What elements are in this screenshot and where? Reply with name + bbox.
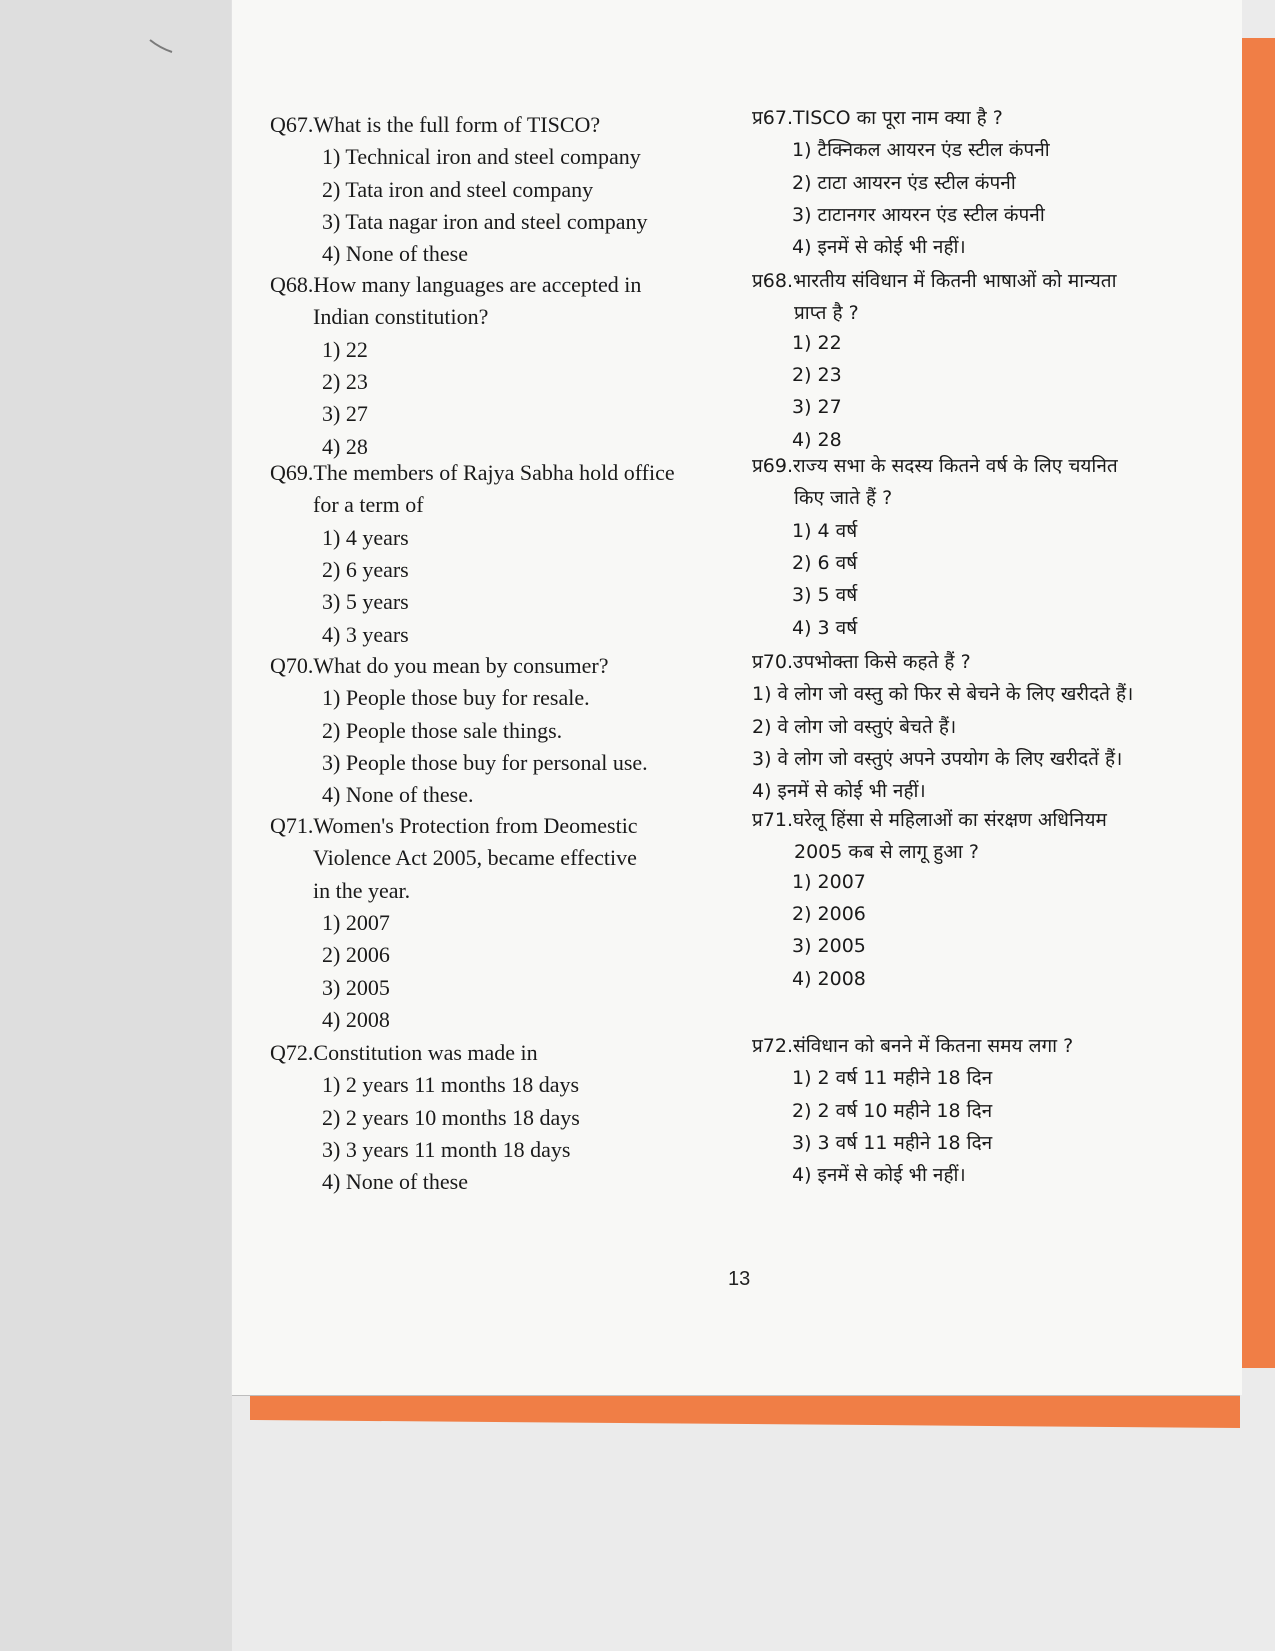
hi-option: 2) 2 वर्ष 10 महीने 18 दिन <box>792 1099 993 1122</box>
hi-question-text: भारतीय संविधान में कितनी भाषाओं को मान्यता <box>793 270 1117 292</box>
en-question-5-line-2 <box>313 845 637 871</box>
hi-question-number: प्र71. <box>752 809 794 831</box>
en-option: 2) 6 years <box>322 556 409 582</box>
hi-option: 2) 2006 <box>792 902 866 925</box>
page-number: 13 <box>728 1268 751 1290</box>
en-option: 3) 27 <box>322 401 368 427</box>
hi-option: 4) 3 वर्ष <box>792 616 858 639</box>
en-option: 1) Technical iron and steel company <box>322 144 641 170</box>
en-question-text: Indian constitution? <box>313 304 489 330</box>
en-option: 3) People those buy for personal use. <box>322 749 648 775</box>
hi-option: 4) 2008 <box>792 967 866 990</box>
en-question-text: What is the full form of TISCO? <box>313 112 601 137</box>
en-question-2-line-2 <box>313 304 488 330</box>
en-option: 2) 2006 <box>322 942 390 968</box>
en-option: 4) None of these <box>322 241 469 267</box>
hi-question-text: TISCO का पूरा नाम क्या है ? <box>793 107 1003 129</box>
hi-question-3-line-1 <box>752 452 1118 478</box>
hi-question-number: प्र67. <box>752 107 794 129</box>
hi-question-text: संविधान को बनने में कितना समय लगा ? <box>793 1035 1074 1057</box>
hi-option: 1) 4 वर्ष <box>792 519 858 542</box>
en-option: 4) 3 years <box>322 621 409 647</box>
hi-question-text: घरेलू हिंसा से महिलाओं का संरक्षण अधिनियम <box>793 809 1107 831</box>
hi-question-5-line-2 <box>794 838 979 864</box>
hi-question-3-line-2 <box>794 484 892 510</box>
en-question-3-line-2 <box>313 492 424 518</box>
hi-option: 2) टाटा आयरन एंड स्टील कंपनी <box>792 171 1016 194</box>
hi-option: 3) 27 <box>792 396 842 419</box>
hi-option: 3) 2005 <box>792 935 866 958</box>
hi-question-number: प्र69. <box>752 455 794 477</box>
en-question-text: Constitution was made in <box>313 1040 538 1065</box>
hi-question-number: प्र72. <box>752 1035 794 1057</box>
hi-option: 1) 2 वर्ष 11 महीने 18 दिन <box>792 1067 993 1090</box>
en-question-6-line-1 <box>270 1040 538 1066</box>
hi-option: 3) वे लोग जो वस्तुएं अपने उपयोग के लिए खरीदतें हैं। <box>752 747 1123 770</box>
en-option: 4) None of these <box>322 1169 469 1195</box>
en-question-text: Violence Act 2005, became effective <box>313 845 637 871</box>
en-option: 4) 2008 <box>322 1006 390 1032</box>
en-option: 4) None of these. <box>322 782 474 808</box>
hi-option: 3) 3 वर्ष 11 महीने 18 दिन <box>792 1131 993 1154</box>
en-option: 3) Tata nagar iron and steel company <box>322 208 648 234</box>
en-question-number: Q71. <box>270 813 314 838</box>
en-question-number: Q67. <box>270 112 314 137</box>
en-question-text: for a term of <box>313 492 424 518</box>
en-question-number: Q69. <box>270 460 314 485</box>
hi-question-number: प्र70. <box>752 651 794 673</box>
hi-option: 4) इनमें से कोई भी नहीं। <box>792 236 966 259</box>
en-option: 3) 5 years <box>322 589 409 615</box>
hi-option: 4) 28 <box>792 428 842 451</box>
hi-question-6-line-1 <box>752 1032 1073 1058</box>
en-option: 1) 2007 <box>322 909 390 935</box>
hi-option: 1) 2007 <box>792 870 866 893</box>
hi-option: 4) इनमें से कोई भी नहीं। <box>792 1164 966 1187</box>
en-question-text: The members of Rajya Sabha hold office <box>313 460 675 485</box>
hi-question-text: उपभोक्ता किसे कहते हैं ? <box>793 651 971 673</box>
hi-question-text: राज्य सभा के सदस्य कितने वर्ष के लिए चयनित <box>793 455 1118 477</box>
en-question-5-line-1 <box>270 813 638 839</box>
en-question-number: Q68. <box>270 272 314 297</box>
hi-question-2-line-1 <box>752 267 1117 293</box>
en-option: 2) 23 <box>322 368 368 394</box>
en-question-text: What do you mean by consumer? <box>313 653 609 678</box>
en-question-1-line-1 <box>270 112 600 138</box>
en-question-4-line-1 <box>270 653 608 679</box>
en-option: 2) 2 years 10 months 18 days <box>322 1104 580 1130</box>
hi-option: 1) वे लोग जो वस्तु को फिर से बेचने के लिए खरीदते हैं। <box>752 683 1134 706</box>
en-option: 1) 4 years <box>322 524 409 550</box>
en-question-2-line-1 <box>270 272 641 298</box>
en-option: 1) 22 <box>322 336 368 362</box>
hi-option: 1) 22 <box>792 331 842 354</box>
en-option: 4) 28 <box>322 433 368 459</box>
hi-option: 1) टैक्निकल आयरन एंड स्टील कंपनी <box>792 139 1050 162</box>
hi-question-4-line-1 <box>752 648 971 674</box>
hi-option: 2) 23 <box>792 363 842 386</box>
hi-question-1-line-1 <box>752 104 1003 130</box>
hi-question-number: प्र68. <box>752 270 794 292</box>
en-question-5-line-3 <box>313 878 410 904</box>
en-option: 2) People those sale things. <box>322 717 563 743</box>
hi-question-2-line-2 <box>794 299 859 325</box>
hi-option: 3) 5 वर्ष <box>792 584 858 607</box>
orange-band-right <box>1240 38 1275 1368</box>
hi-option: 4) इनमें से कोई भी नहीं। <box>752 780 926 803</box>
en-question-text: in the year. <box>313 877 411 903</box>
en-question-3-line-1 <box>270 460 675 486</box>
hi-option: 3) टाटानगर आयरन एंड स्टील कंपनी <box>792 203 1045 226</box>
en-question-text: How many languages are accepted in <box>313 272 642 297</box>
en-option: 1) People those buy for resale. <box>322 685 590 711</box>
en-question-text: Women's Protection from Deomestic <box>313 813 638 838</box>
en-option: 3) 2005 <box>322 974 390 1000</box>
hi-option: 2) वे लोग जो वस्तुएं बेचते हैं। <box>752 715 957 738</box>
en-option: 1) 2 years 11 months 18 days <box>322 1072 580 1098</box>
hi-question-5-line-1 <box>752 806 1107 832</box>
en-question-number: Q70. <box>270 653 314 678</box>
en-option: 2) Tata iron and steel company <box>322 176 594 202</box>
en-question-number: Q72. <box>270 1040 314 1065</box>
hi-question-text: किए जाते हैं ? <box>794 487 893 510</box>
hi-question-text: प्राप्त है ? <box>794 302 859 325</box>
en-option: 3) 3 years 11 month 18 days <box>322 1136 571 1162</box>
hi-option: 2) 6 वर्ष <box>792 551 858 574</box>
hi-question-text: 2005 कब से लागू हुआ ? <box>794 841 979 864</box>
